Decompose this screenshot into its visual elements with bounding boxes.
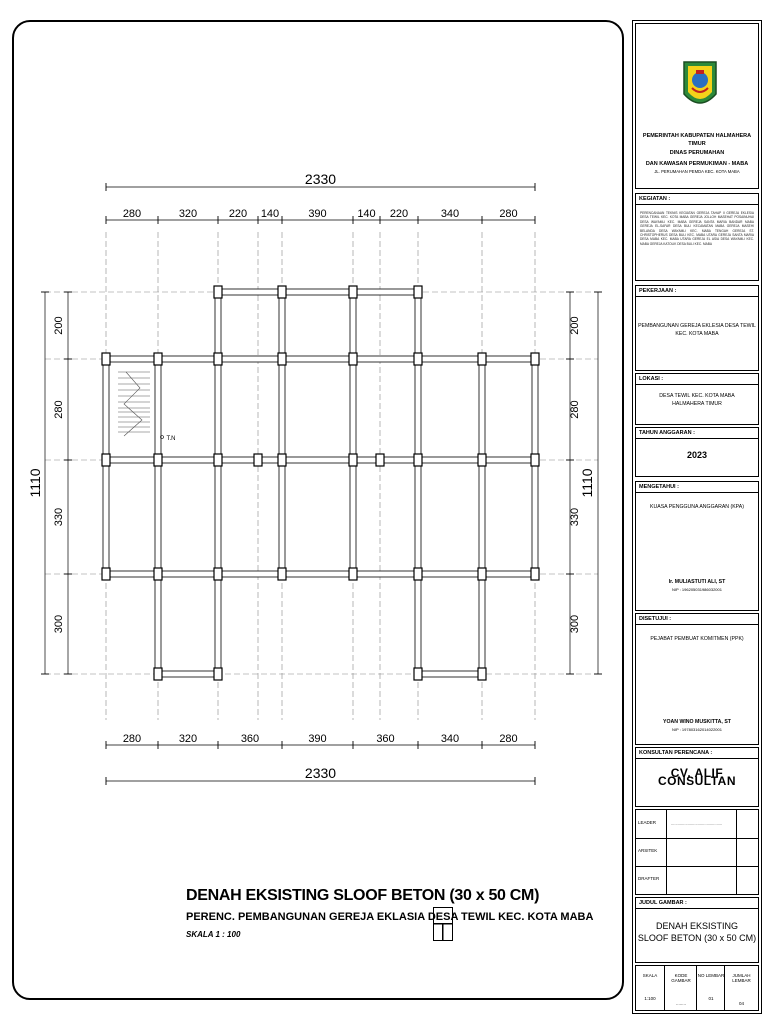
right-span-label: 200: [569, 316, 581, 335]
konsultan-label: KONSULTAN PERENCANA :: [636, 748, 758, 759]
top-span-label: 340: [440, 208, 460, 220]
column: [478, 568, 486, 580]
column: [214, 568, 222, 580]
column: [531, 353, 539, 365]
agency-line-1: PEMERINTAH KABUPATEN HALMAHERA TIMUR: [642, 133, 752, 147]
mengetahui-nip: NIP : 196205031986032001: [672, 587, 722, 592]
title-boxes: [433, 907, 453, 941]
column: [414, 568, 422, 580]
tahun-value: 2023: [686, 450, 708, 460]
lokasi-label: LOKASI :: [636, 374, 758, 385]
sloof-beam: [279, 292, 285, 574]
kegiatan-text: PERENCANAAN TEKNIS KEGIATAN GEREJA TAHAP II GEREJA EKLESIA DESA TEWIL KEC. KOTA MABA GEREJA JOLLOH MASEHAT POSAINUHAI DESA WAYAMLI KEC. MABA GEREJA SANTA MARIA BANDAR MABA GEREJA EL-SAFAR DESA BULI KECAMATAN MABA GEREJA MASEHI BELANDA DESA WAYAMLI KEC. MABA TENGAH GEREJA ST. CHRISTOPHERUS DESA BULI KEC. MABA UTARA GEREJA SANTA MARIA DESA MABA KEC. MABA UTARA GEREJA EL ASIA DESA WAYAMLI KEC. MABA GEREJA KATOLIK DESA BULI KEC. MABA: [640, 211, 754, 246]
tahun-section: [635, 427, 759, 477]
pekerjaan-line-2: KEC. KOTA MABA: [675, 331, 719, 337]
column: [349, 454, 357, 466]
stair: [118, 372, 176, 442]
sig-row-leader: [636, 810, 758, 839]
sloof-beam: [218, 289, 418, 295]
agency-line-2: DINAS PERUMAHAN: [669, 150, 725, 156]
mengetahui-section: [635, 481, 759, 611]
bottom-span-label: 360: [240, 733, 260, 745]
disetujui-label: DISETUJUI :: [636, 614, 758, 625]
bottom-span-label: 390: [308, 733, 327, 745]
column: [154, 454, 162, 466]
footer-label: JUMLAH LEMBAR: [732, 973, 751, 983]
mengetahui-role: KUASA PENGGUNA ANGGARAN (KPA): [650, 504, 744, 510]
column: [478, 353, 486, 365]
top-span-label: 220: [228, 208, 248, 220]
disetujui-role: PEJABAT PEMBUAT KOMITMEN (PPK): [650, 636, 744, 642]
footer-value: 01: [708, 996, 714, 1001]
top-span-label: 320: [178, 208, 198, 220]
column: [214, 668, 222, 680]
sloof-beam: [479, 359, 485, 674]
top-span-label: 280: [122, 208, 142, 220]
column: [102, 454, 110, 466]
lokasi-section: [635, 373, 759, 425]
pekerjaan-section: [635, 285, 759, 371]
column: [414, 454, 422, 466]
right-span-label: 280: [569, 400, 581, 419]
disetujui-nip: NIP : 197803162014022001: [672, 727, 722, 732]
right-span-label: 300: [569, 614, 581, 634]
overall-height-label: 1110: [579, 468, 595, 498]
footer-value: 1:100: [644, 996, 656, 1001]
column: [214, 454, 222, 466]
disetujui-section: [635, 613, 759, 745]
column: [349, 353, 357, 365]
column: [214, 353, 222, 365]
column: [349, 286, 357, 298]
kegiatan-label: KEGIATAN :: [636, 194, 758, 205]
sig-row-label: DRAFTER: [638, 876, 660, 881]
plan-dimensions: [27, 171, 602, 785]
regency-logo-icon: [680, 58, 720, 114]
plan-grid: [45, 232, 598, 720]
overall-width-label: 2330: [304, 765, 337, 781]
column: [478, 668, 486, 680]
footer-label: NO LEMBAR: [697, 973, 725, 978]
column: [278, 353, 286, 365]
sloof-beam: [158, 671, 218, 677]
footer-label: KODE GAMBAR: [671, 973, 691, 983]
column: [254, 454, 262, 466]
pekerjaan-line-1: PEMBANGUNAN GEREJA EKLESIA DESA TEWIL: [638, 323, 756, 329]
top-span-label: 220: [389, 208, 409, 220]
agency-address: JL. PERUMAHAN PEMDA KEC. KOTA MABA: [654, 169, 740, 174]
column: [414, 668, 422, 680]
lokasi-line-2: HALMAHERA TIMUR: [672, 401, 722, 407]
drawing-scale: SKALA 1 : 100: [186, 930, 241, 939]
left-span-label: 330: [53, 507, 65, 527]
judul-label: JUDUL GAMBAR :: [636, 898, 758, 909]
tahun-label: TAHUN ANGGARAN :: [636, 428, 758, 439]
top-span-label: 140: [260, 208, 280, 220]
konsultan-name: CV. ALIF CONSULTAN: [657, 766, 737, 788]
right-span-label: 330: [569, 507, 581, 527]
overall-height-label: 1110: [27, 468, 43, 498]
top-span-label: 140: [357, 208, 376, 220]
column: [531, 568, 539, 580]
column: [214, 286, 222, 298]
mengetahui-label: MENGETAHUI :: [636, 482, 758, 493]
sloof-beam: [415, 292, 421, 674]
column: [531, 454, 539, 466]
sig-row-label: ARSITEK: [638, 848, 658, 853]
bottom-span-label: 360: [376, 733, 395, 745]
title-block: [632, 20, 762, 1014]
left-span-label: 300: [53, 614, 65, 634]
stair-label: T.N: [166, 436, 176, 442]
lokasi-line-1: DESA TEWIL KEC. KOTA MABA: [659, 393, 735, 399]
sloof-beam: [155, 359, 161, 674]
overall-width-label: 2330: [304, 171, 337, 187]
judul-line-1: DENAH EKSISTING: [655, 921, 738, 931]
footer-label: SKALA: [642, 973, 658, 978]
footer-value: ........: [675, 1001, 686, 1006]
sloof-beam: [106, 571, 535, 577]
sig-row-arsitek: [636, 838, 758, 867]
left-span-label: 280: [53, 400, 65, 419]
top-span-label: 390: [308, 208, 327, 220]
bottom-span-label: 280: [122, 733, 142, 745]
column: [102, 568, 110, 580]
sloof-beam: [106, 356, 535, 362]
column: [154, 353, 162, 365]
stair-arrow: [124, 372, 142, 436]
column: [154, 668, 162, 680]
footer-table: [635, 965, 759, 1011]
sloof-beam: [350, 292, 356, 574]
column: [278, 454, 286, 466]
sloof-beam: [418, 671, 482, 677]
column: [414, 286, 422, 298]
column: [102, 353, 110, 365]
drawing-subtitle: PERENC. PEMBANGUNAN GEREJA EKLASIA DESA TEWIL KEC. KOTA MABA: [186, 911, 594, 923]
signature-table: [635, 809, 759, 895]
konsultan-section: [635, 747, 759, 807]
column: [349, 568, 357, 580]
kegiatan-section: [635, 193, 759, 281]
mengetahui-name: Ir. MULIASTUTI ALI, ST: [668, 579, 726, 585]
agency-line-3: DAN KAWASAN PERMUKIMAN - MABA: [645, 161, 749, 167]
sig-row-drafter: [636, 866, 758, 894]
top-span-label: 280: [499, 208, 518, 220]
disetujui-name: YOAN WINO MUSKITTA, ST: [663, 719, 731, 725]
bottom-span-label: 340: [440, 733, 460, 745]
judul-line-2: SLOOF BETON (30 x 50 CM): [637, 933, 757, 943]
pekerjaan-label: PEKERJAAN :: [636, 286, 758, 297]
column: [278, 286, 286, 298]
drawing-title: DENAH EKSISTING SLOOF BETON (30 x 50 CM): [186, 887, 540, 904]
column: [376, 454, 384, 466]
sloof-beam: [106, 457, 535, 463]
leader-dots: ..............................................: [671, 821, 723, 826]
sig-row-label: LEADER: [638, 820, 657, 825]
judul-section: [635, 897, 759, 963]
bottom-span-label: 320: [178, 733, 198, 745]
bottom-span-label: 280: [499, 733, 518, 745]
agency-section: [635, 23, 759, 189]
column: [478, 454, 486, 466]
sloof-beam: [215, 292, 221, 674]
column: [414, 353, 422, 365]
footer-value: 04: [738, 1001, 744, 1006]
column: [278, 568, 286, 580]
column: [154, 568, 162, 580]
left-span-label: 200: [53, 316, 65, 335]
